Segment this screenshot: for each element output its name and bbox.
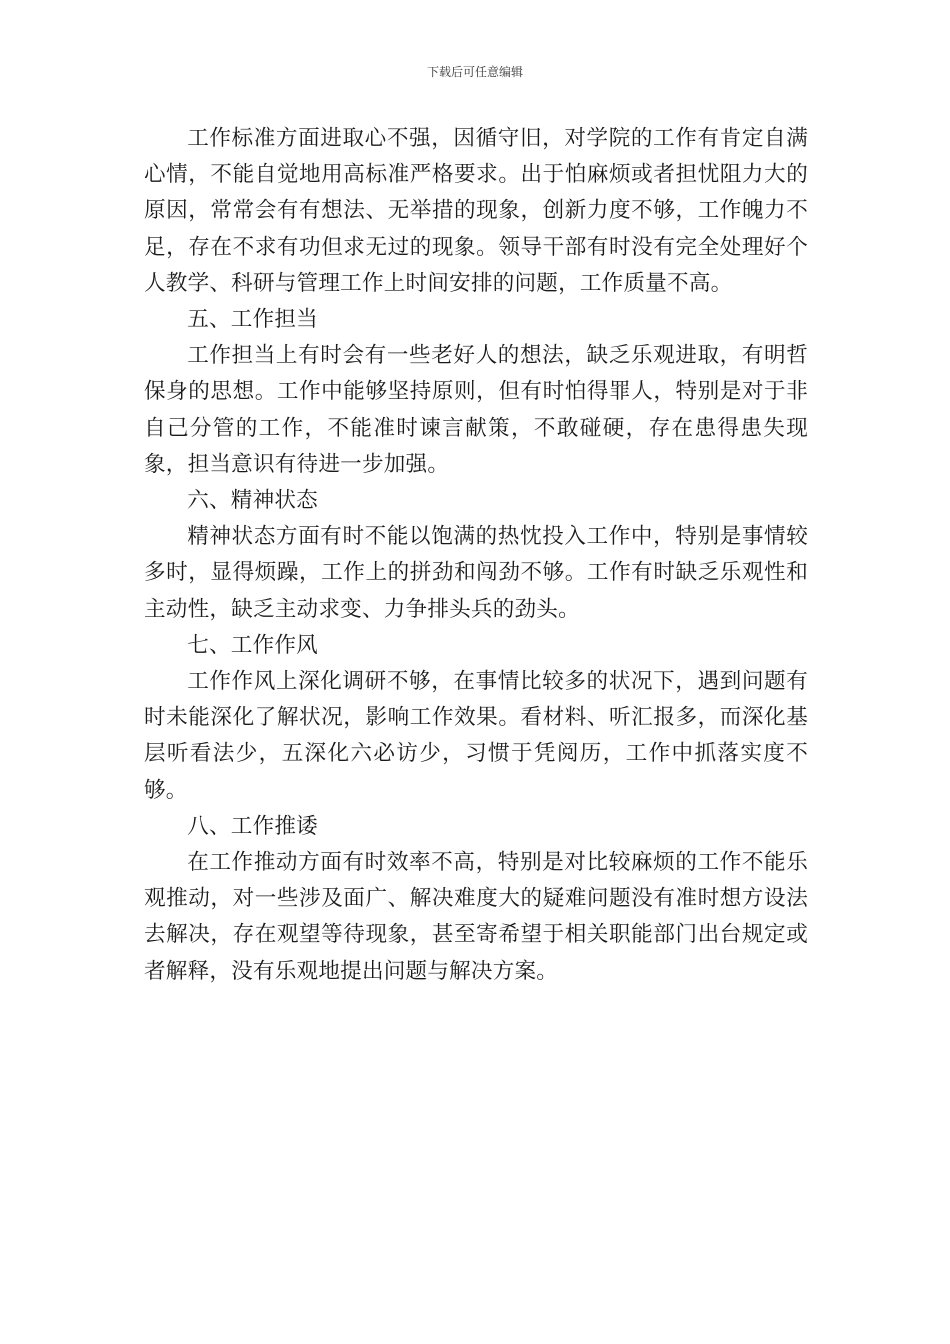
paragraph-work-style: 工作作风上深化调研不够，在事情比较多的状况下，遇到问题有时未能深化了解状况，影响工作效果。看材料、听汇报多，而深化基层听看法少，五深化六必访少，习惯于凭阅历，工作中抓落实度不够。 bbox=[144, 669, 808, 803]
paragraph-work-shirking: 在工作推动方面有时效率不高，特别是对比较麻烦的工作不能乐观推动，对一些涉及面广、解决难度大的疑难问题没有准时想方设法去解决，存在观望等待现象，甚至寄希望于相关职能部门出台规定或者解释，没有乐观地提出问题与解决方案。 bbox=[144, 850, 808, 984]
page-header: 下载后可任意编辑 bbox=[426, 65, 523, 79]
heading-work-style: 七、工作作风 bbox=[187, 632, 318, 658]
paragraph-work-standards: 工作标准方面进取心不强，因循守旧，对学院的工作有肯定自满心情，不能自觉地用高标准严格要求。出于怕麻烦或者担忧阻力大的原因，常常会有有想法、无举措的现象，创新力度不够，工作魄力不足，存在不求有功但求无过的现象。领导干部有时没有完全处理好个人教学、科研与管理工作上时间安排的问题，工作质量不高。 bbox=[144, 126, 808, 296]
paragraph-work-responsibility: 工作担当上有时会有一些老好人的想法，缺乏乐观进取，有明哲保身的思想。工作中能够坚持原则，但有时怕得罪人，特别是对于非自己分管的工作，不能准时谏言献策，不敢碰硬，存在患得患失现象，担当意识有待进一步加强。 bbox=[144, 343, 808, 477]
paragraph-mental-state: 精神状态方面有时不能以饱满的热忱投入工作中，特别是事情较多时，显得烦躁，工作上的拼劲和闯劲不够。工作有时缺乏乐观性和主动性，缺乏主动求变、力争排头兵的劲头。 bbox=[144, 524, 808, 622]
document-body bbox=[144, 121, 808, 990]
heading-work-shirking: 八、工作推诿 bbox=[187, 813, 318, 839]
heading-work-responsibility: 五、工作担当 bbox=[187, 307, 318, 333]
heading-mental-state: 六、精神状态 bbox=[187, 488, 318, 514]
